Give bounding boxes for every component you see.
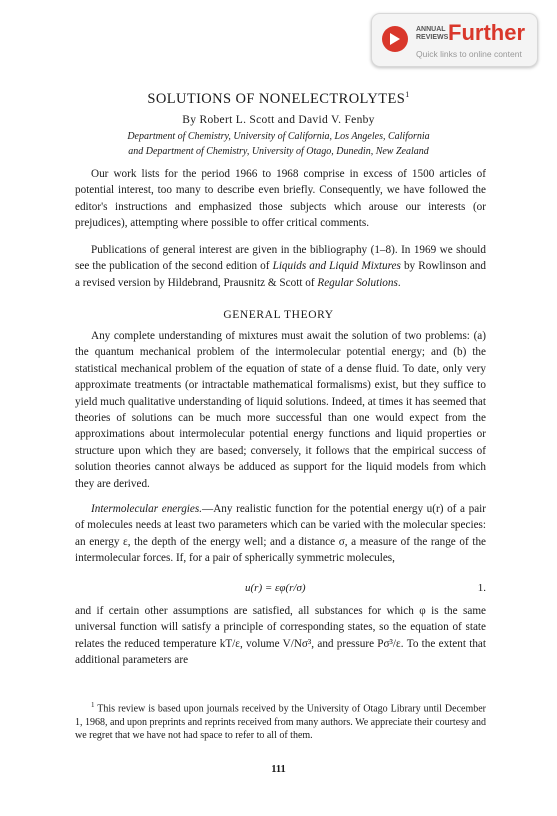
further-label: Further xyxy=(448,20,525,45)
title-footnote-marker: 1 xyxy=(405,90,410,99)
equation-text: u(r) = εφ(r/σ) xyxy=(245,582,306,594)
further-badge[interactable] xyxy=(371,13,538,67)
paragraph-3: Any complete understanding of mixtures must await the solution of two problems: (a) the quantum mechanical problem of the intermolecular potential energy; and (b) the statistical mechanical problem of the equation of state of a dense fluid. To date, only very approximate treatments (or intractable mathematical formalisms) exist, but they suffice to yield much qualitative understanding of liquid solutions. Indeed, at times it has seemed that theories of solutions can be much more successful than one would expect from the approximations about intermolecular potential energy functions and liquid properties or structure upon which they are based; conversely, it follows that the empirical success of solution theories cannot always be adduced as support for the liquid models from which they are derived. xyxy=(75,330,486,490)
annual-reviews-logo: ANNUAL REVIEWS xyxy=(416,26,449,41)
paragraph-4: Intermolecular energies.—Any realistic function for the potential energy u(r) of a pair of molecules needs at least two parameters which can be varied with the molecular species: an energy ε, the depth of the energy well; and a distance σ, a measure of the range of the intermolecular forces. If, for a pair of spherically symmetric molecules, xyxy=(75,503,487,565)
paragraph-5: and if certain other assumptions are satisfied, all substances for which φ is the same universal function will satisfy a principle of corresponding states, so the equation of state relates the reduced temperature kT/ε, volume V/Nσ³, and pressure Pσ³/ε. To the extent that additional parameters are xyxy=(75,605,486,667)
page-number: 111 xyxy=(271,764,286,775)
authors: By Robert L. Scott and David V. Fenby xyxy=(182,114,375,126)
paragraph-2: Publications of general interest are given in the bibliography (1–8). In 1969 we should see the publication of the second edition of Liquids and Liquid Mixtures by Rowlinson and a revised version by Hildebrand, Prausnitz & Scott of Regular Solutions. xyxy=(75,244,486,289)
quick-links-label[interactable]: Quick links to online content xyxy=(416,49,522,59)
footnote: $^1$ This review is based upon journals received by the University of Otago Library until December 1, 1968, and upon preprints and reprints received from many authors. We appreciate their courtesy and we regret that we have not had space to refer to all of them. xyxy=(75,701,486,742)
further-arrow-icon xyxy=(382,26,408,52)
affiliation-1: Department of Chemistry, University of California, Los Angeles, California xyxy=(127,131,430,142)
section-heading: GENERAL THEORY xyxy=(223,309,334,321)
affiliation-2: and Department of Chemistry, University of Otago, Dunedin, New Zealand xyxy=(128,146,429,157)
equation-number: 1. xyxy=(477,582,486,594)
article-title: SOLUTIONS OF NONELECTROLYTES$^1$ xyxy=(147,90,410,107)
paragraph-1: Our work lists for the period 1966 to 1968 comprise in excess of 1500 articles of potential interest, too many to describe even briefly. Consequently, we have followed the editor's instructions and emphasized those subjects which arouse our interests (or prejudices), attempting where possible to offer critical comments. xyxy=(75,168,486,230)
